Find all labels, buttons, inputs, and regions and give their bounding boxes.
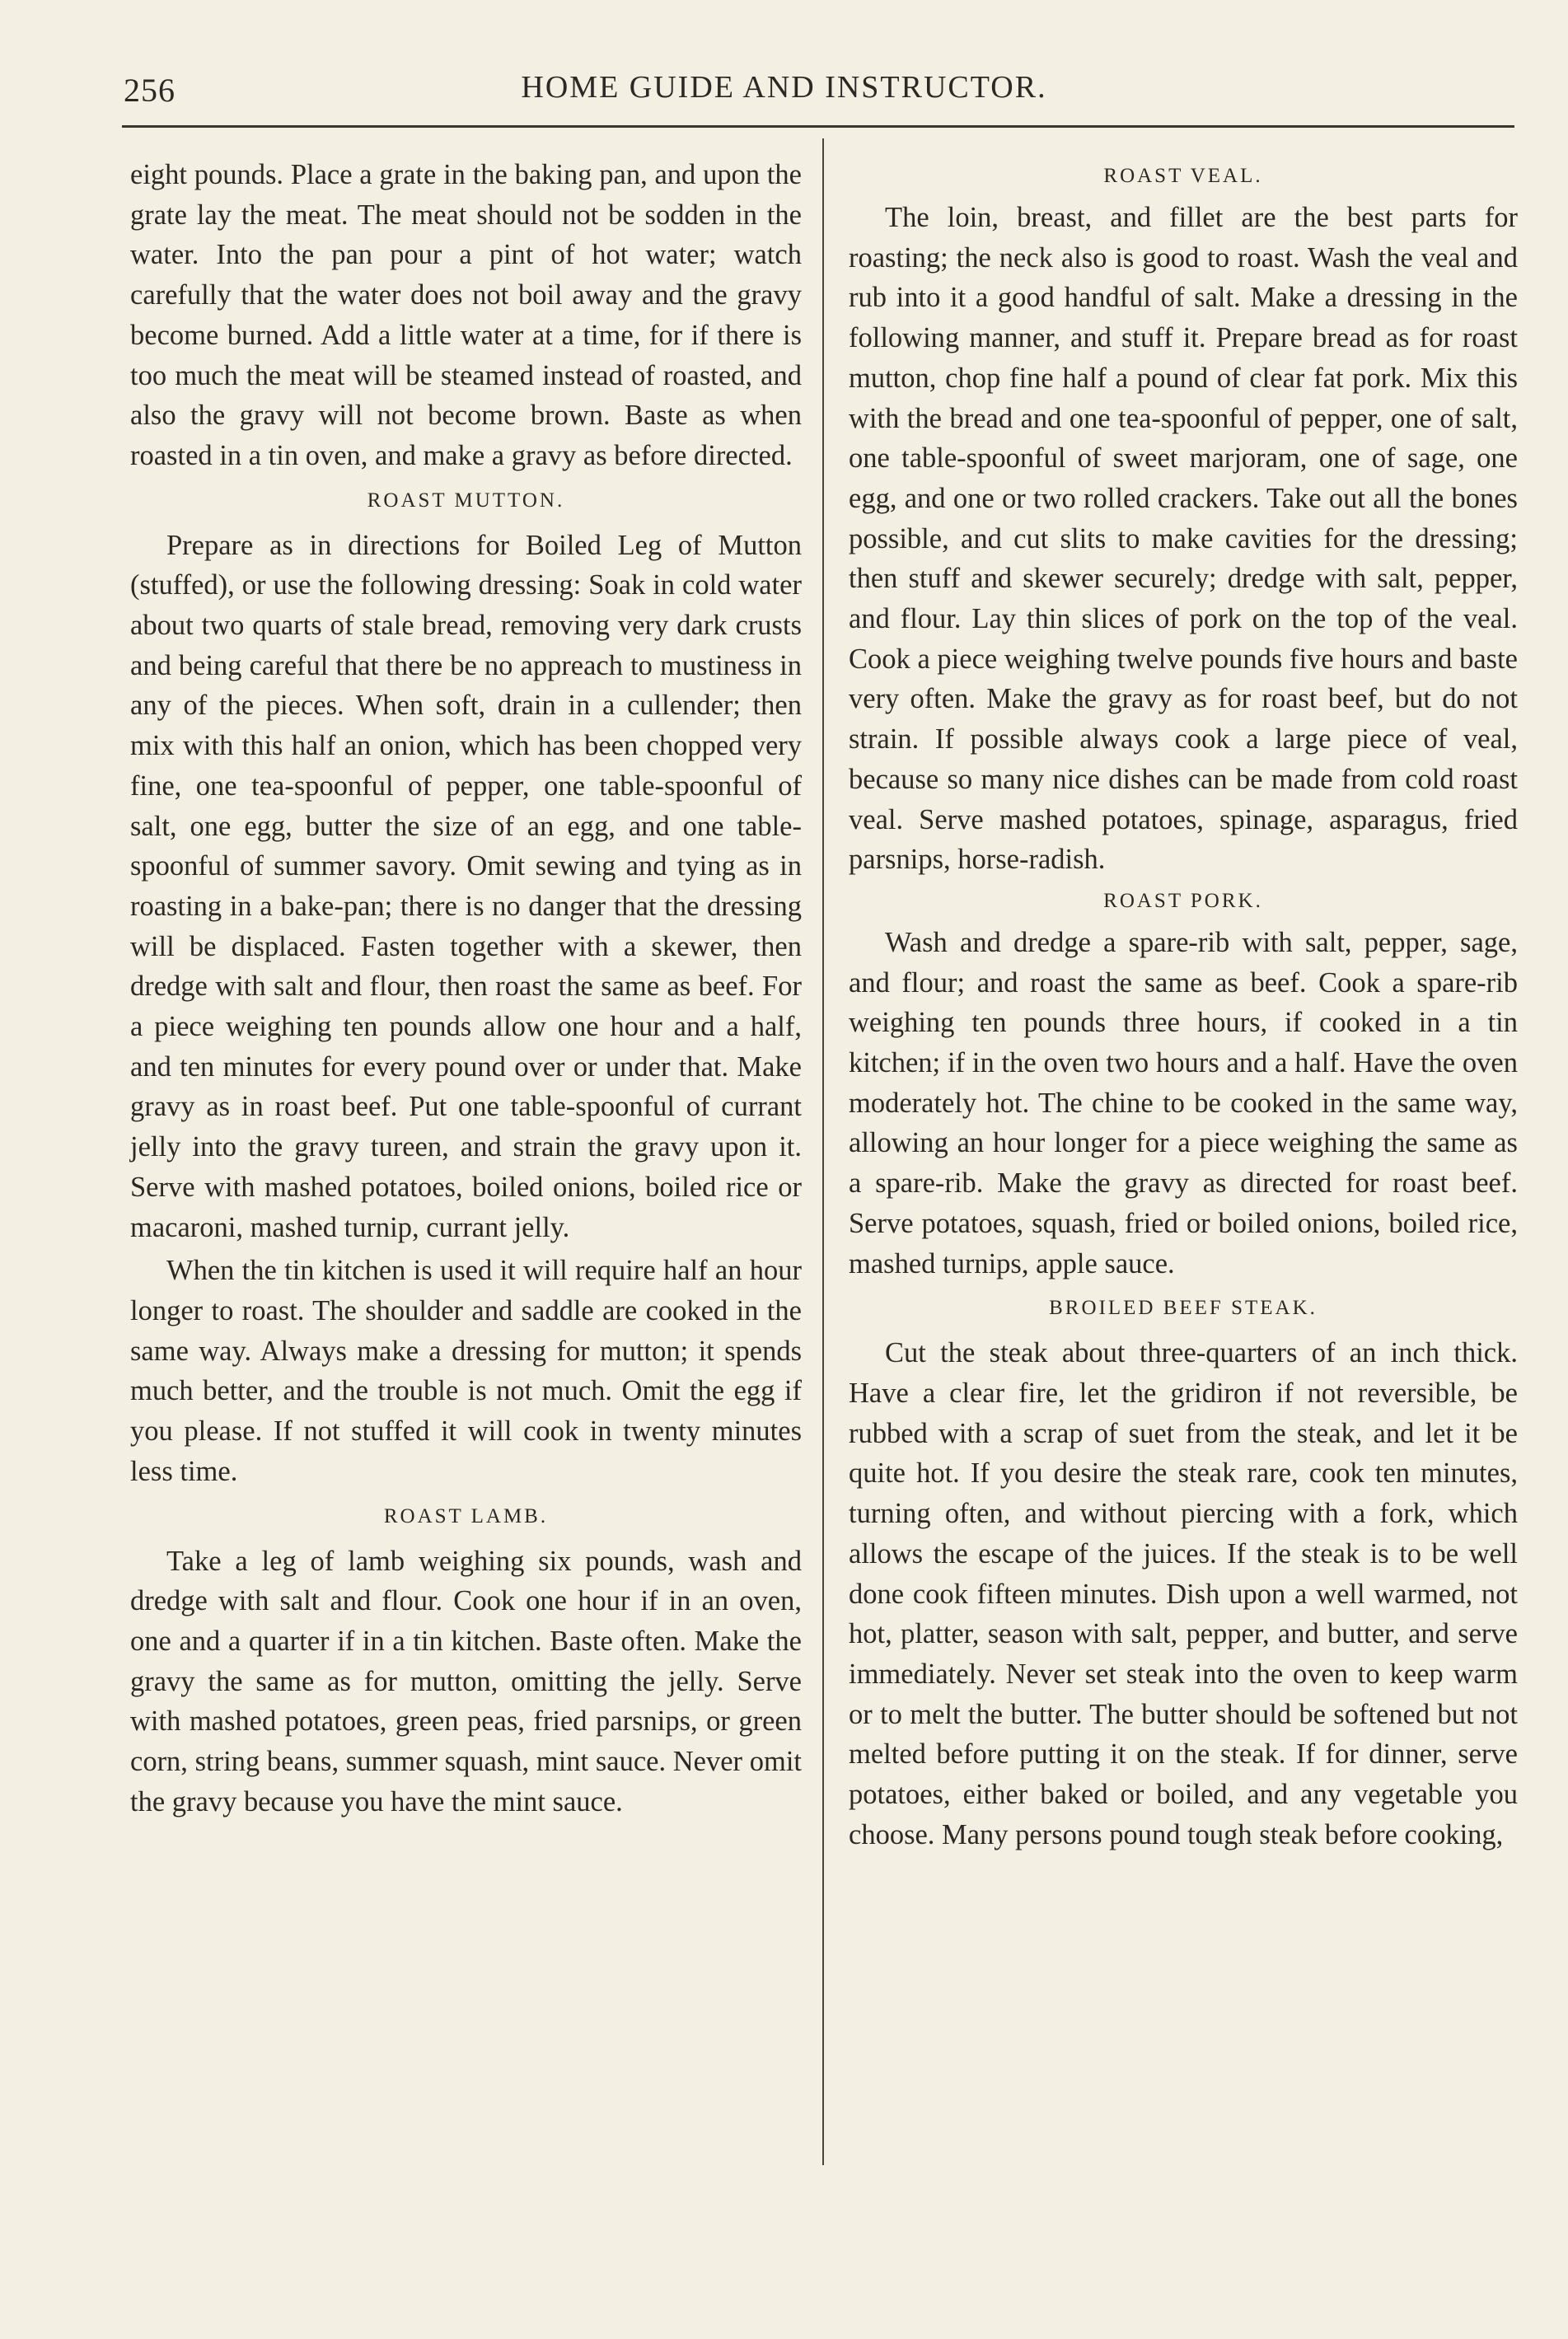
roast-veal-paragraph-1: The loin, breast, and fillet are the best parts for roasting; the neck also is good to roast. Wash the veal and rub into it a good handful of salt. Make a dressing in the following manner, and stuff it. Prepare bread as for roast mutton, chop fine half a pound of clear fat pork. Mix this with the bread and one tea-spoonful of pepper, one of salt, one table-spoonful of sweet marjoram, one of sage, one egg, and one or two rolled crackers. Take out all the bones possible, and cut slits to make cavities for the dressing; then stuff and skewer securely; dredge with salt, pepper, and flour. Lay thin slices of pork on the top of the veal. Cook a piece weighing twelve pounds five hours and baste very often. Make the gravy as for roast beef, but do not strain. If possible always cook a large piece of veal, because so many nice dishes can be made from cold roast veal. Serve mashed potatoes, spinage, asparagus, fried parsnips, horse-radish. <box>849 202 1518 876</box>
roast-mutton-paragraph-1: Prepare as in directions for Boiled Leg of Mutton (stuffed), or use the following dressing: Soak in cold water about two quarts of stale bread, removing very dark crusts and being careful that there be no appreach to mustiness in any of the pieces. When soft, drain in a cullender; then mix with this half an onion, which has been chopped very fine, one tea-spoonful of pepper, one table-spoonful of salt, one egg, butter the size of an egg, and one table-spoonful of summer savory. Omit sewing and tying as in roasting in a bake-pan; there is no danger that the dressing will be displaced. Fasten together with a skewer, then dredge with salt and flour, then roast the same as beef. For a piece weighing ten pounds allow one hour and a half, and ten minutes for every pound over or under that. Make gravy as in roast beef. Put one table-spoonful of currant jelly into the gravy tureen, and strain the gravy upon it. Serve with mashed potatoes, boiled onions, boiled rice or macaroni, mashed turnip, currant jelly. <box>130 529 802 1243</box>
section-heading-roast-pork: ROAST PORK. <box>1103 889 1263 912</box>
section-heading-roast-mutton: ROAST MUTTON. <box>367 489 565 512</box>
section-heading-roast-veal: ROAST VEAL. <box>1103 165 1263 187</box>
left-column <box>130 155 802 1822</box>
broiled-beef-steak-paragraph-1: Cut the steak about three-quarters of an inch thick. Have a clear fire, let the gridiron if not reversible, be rubbed with a scrap of suet from the steak, and let it be quite hot. If you desire the steak rare, cook ten minutes, turning often, and without piercing with a fork, which allows the escape of the juices. If the steak is to be well done cook fifteen minutes. Dish upon a well warmed, not hot, platter, season with salt, pepper, and butter, and serve immediately. Never set steak into the oven to keep warm or to melt the butter. The butter should be softened but not melted before putting it on the steak. If for dinner, serve potatoes, either baked or boiled, and any vegetable you choose. Many persons pound tough steak before cooking, <box>849 1337 1518 1850</box>
column-divider <box>822 138 824 2165</box>
section-heading-roast-lamb: ROAST LAMB. <box>383 1504 549 1527</box>
section-heading-broiled-beef-steak: BROILED BEEF STEAK. <box>1049 1297 1318 1320</box>
roast-mutton-paragraph-2: When the tin kitchen is used it will require half an hour longer to roast. The shoulder and saddle are cooked in the same way. Always make a dressing for mutton; it spends much better, and the trouble is not much. Omit the egg if you please. If not stuffed it will cook in twenty minutes less time. <box>130 1255 802 1487</box>
right-column <box>849 155 1518 1855</box>
roast-lamb-paragraph-1: Take a leg of lamb weighing six pounds, wash and dredge with salt and flour. Cook one hour if in an oven, one and a quarter if in a tin kitchen. Baste often. Make the gravy the same as for mutton, omitting the jelly. Serve with mashed potatoes, green peas, fried parsnips, or green corn, string beans, summer squash, mint sauce. Never omit the gravy because you have the mint sauce. <box>130 1545 802 1817</box>
page-number: 256 <box>124 72 176 109</box>
header-rule <box>122 125 1514 128</box>
intro-paragraph: eight pounds. Place a grate in the baking pan, and upon the grate lay the meat. The meat should not be sodden in the water. Into the pan pour a pint of hot water; watch carefully that the water does not boil away and the gravy become burned. Add a little water at a time, for if there is too much the meat will be steamed instead of roasted, and also the gravy will not become brown. Baste as when roasted in a tin oven, and make a gravy as before directed. <box>130 159 802 471</box>
roast-pork-paragraph-1: Wash and dredge a spare-rib with salt, pepper, sage, and flour; and roast the same as beef. Cook a spare-rib weighing ten pounds three hours, if cooked in a tin kitchen; if in the oven two hours and a half. Have the oven moderately hot. The chine to be cooked in the same way, allowing an hour longer for a piece weighing the same as a spare-rib. Make the gravy as directed for roast beef. Serve potatoes, squash, fried or boiled onions, boiled rice, mashed turnips, apple sauce. <box>849 926 1518 1279</box>
running-title: HOME GUIDE AND INSTRUCTOR. <box>521 70 1047 105</box>
